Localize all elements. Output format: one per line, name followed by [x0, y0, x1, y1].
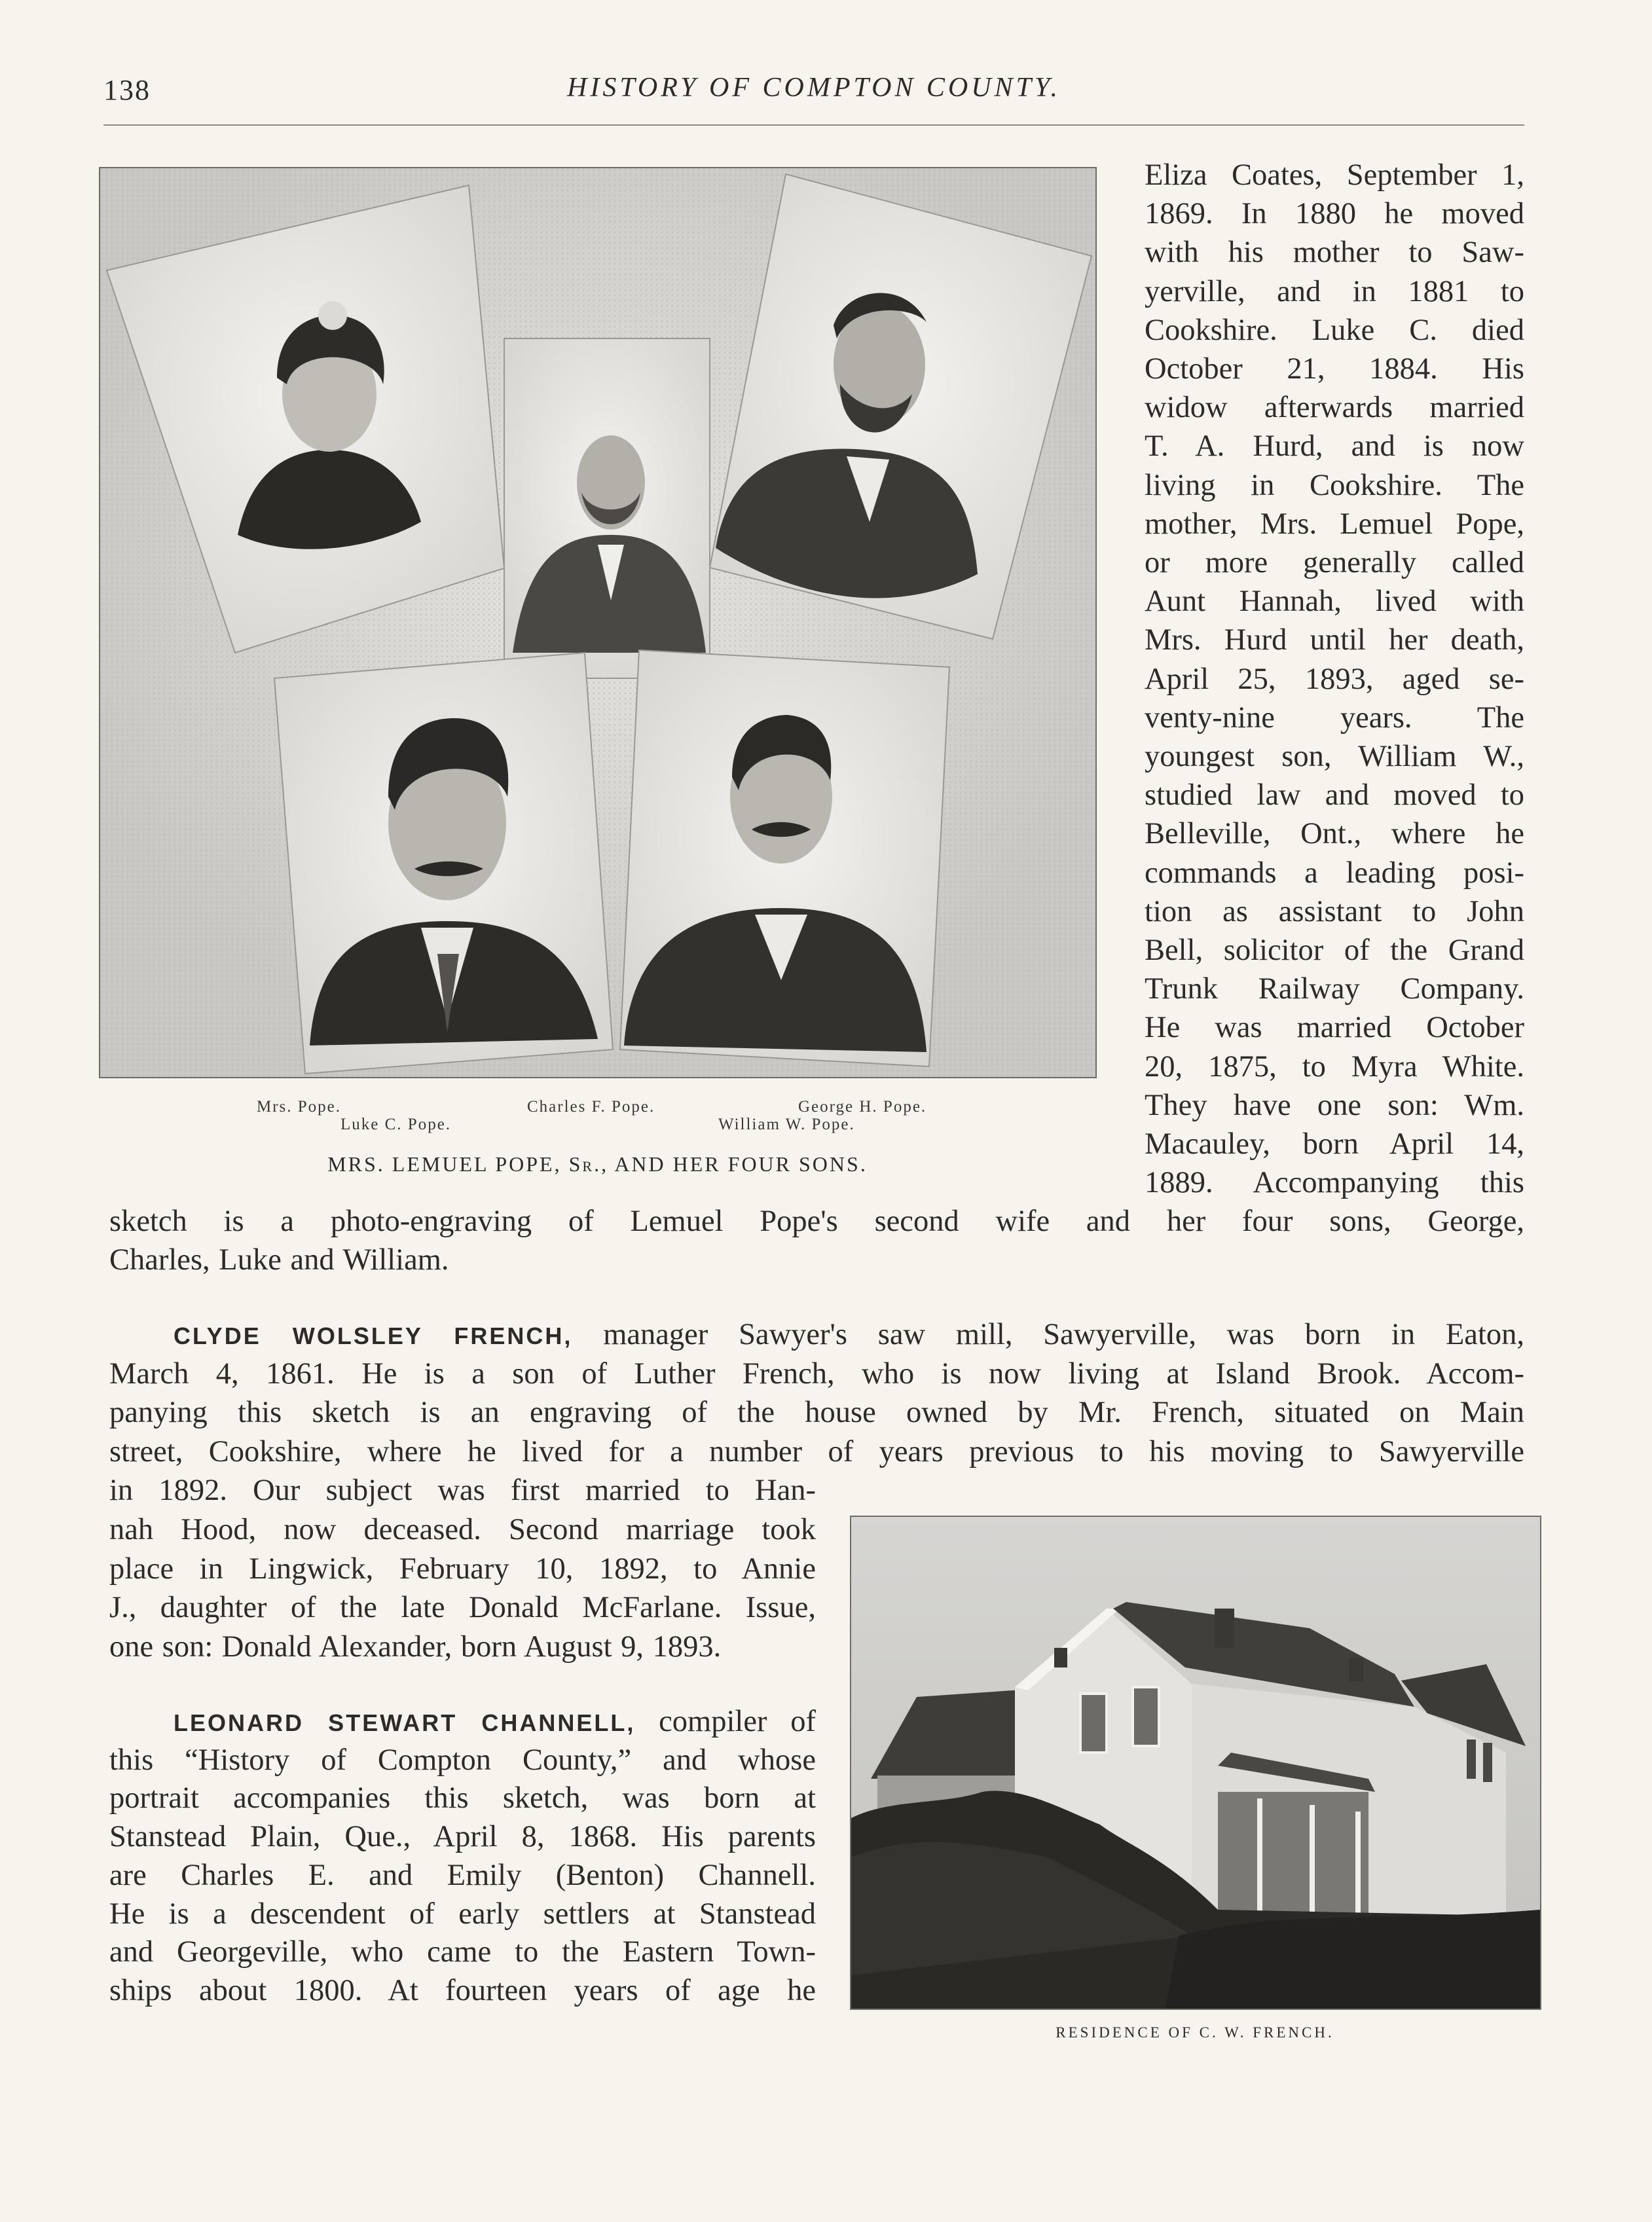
- house-photo-graphic: [851, 1517, 1540, 2009]
- caption-sr: Sr.: [568, 1152, 602, 1176]
- house-caption: RESIDENCE OF C. W. FRENCH.: [1055, 2024, 1334, 2041]
- text-line: 20, 1875, to Myra White.: [1145, 1049, 1524, 1084]
- portrait-photo-graphic: [100, 168, 1095, 1077]
- text-line: Bell, solicitor of the Grand: [1145, 934, 1524, 967]
- text-line: street, Cookshire, where he lived for a number of years previous to his moving to Sawyerville: [109, 1434, 1524, 1468]
- text-line: J., daughter of the late Donald McFarlane. Issue,: [109, 1591, 816, 1625]
- house-photo: [850, 1516, 1541, 2010]
- portrait-william: [620, 650, 949, 1066]
- label-mrs-pope: Mrs. Pope.: [257, 1098, 342, 1116]
- line-text: compiler of: [635, 1705, 816, 1738]
- portrait-caption: [98, 1152, 1097, 1176]
- text-line: commands a leading posi-: [1145, 856, 1524, 890]
- text-line: Mrs. Hurd until her death,: [1145, 623, 1524, 657]
- label-charles-pope: Charles F. Pope.: [527, 1098, 655, 1116]
- text-line: place in Lingwick, February 10, 1892, to Annie: [109, 1552, 816, 1586]
- text-line: ships about 1800. At fourteen years of age he: [109, 1973, 816, 2007]
- text-line: Belleville, Ont., where he: [1145, 817, 1524, 851]
- text-line: Stanstead Plain, Que., April 8, 1868. His parents: [109, 1820, 816, 1854]
- text-line: October 21, 1884. His: [1145, 352, 1524, 386]
- text-line: tion as assistant to John: [1145, 894, 1524, 928]
- paragraph-first-line: [174, 1315, 1524, 1354]
- text-line: living in Cookshire. The: [1145, 468, 1524, 502]
- text-line: yerville, and in 1881 to: [1145, 274, 1524, 308]
- text-line: April 25, 1893, aged se-: [1145, 662, 1524, 696]
- text-line: are Charles E. and Emily (Benton) Channell.: [109, 1858, 816, 1892]
- label-george-pope: George H. Pope.: [798, 1098, 927, 1116]
- entry-name: LEONARD STEWART CHANNELL,: [174, 1709, 636, 1736]
- text-line: Aunt Hannah, lived with: [1145, 585, 1524, 619]
- text-line: nah Hood, now deceased. Second marriage took: [109, 1513, 816, 1546]
- text-line: widow afterwards married: [1145, 391, 1524, 425]
- caption-part: , AND HER FOUR SONS.: [601, 1152, 868, 1176]
- portrait-photo: [99, 167, 1097, 1078]
- label-luke-pope: Luke C. Pope.: [340, 1116, 452, 1133]
- text-line: Trunk Railway Company.: [1145, 972, 1524, 1006]
- text-line: 1889. Accompanying this: [1145, 1166, 1524, 1200]
- text-line: He was married October: [1145, 1011, 1524, 1045]
- line-text: manager Sawyer's saw mill, Sawyerville, was born in Eaton,: [572, 1318, 1524, 1351]
- text-line: They have one son: Wm.: [1145, 1088, 1524, 1122]
- text-line: Eliza Coates, September 1,: [1145, 158, 1524, 192]
- running-title: HISTORY OF COMPTON COUNTY.: [567, 73, 1061, 103]
- text-line: portrait accompanies this sketch, was born at: [109, 1781, 816, 1815]
- text-line: mother, Mrs. Lemuel Pope,: [1145, 507, 1524, 541]
- label-william-pope: William W. Pope.: [718, 1116, 855, 1133]
- text-line: in 1892. Our subject was first married to Han-: [109, 1474, 816, 1508]
- text-line: Cookshire. Luke C. died: [1145, 313, 1524, 347]
- portrait-luke: [274, 653, 613, 1074]
- portrait-charles: [504, 338, 710, 678]
- text-line: He is a descendent of early settlers at Stanstead: [109, 1897, 816, 1931]
- text-line: and Georgeville, who came to the Eastern Town-: [109, 1935, 816, 1969]
- text-line: panying this sketch is an engraving of the house owned by Mr. French, situated on Main: [109, 1396, 1524, 1430]
- text-line: youngest son, William W.,: [1145, 740, 1524, 773]
- text-line: this “History of Compton County,” and whose: [109, 1743, 816, 1777]
- text-line: one son: Donald Alexander, born August 9, 1893.: [109, 1630, 722, 1664]
- paragraph-first-line: [174, 1702, 816, 1741]
- text-line: T. A. Hurd, and is now: [1145, 429, 1524, 464]
- text-line: Macauley, born April 14,: [1145, 1127, 1524, 1161]
- header-rule: [103, 124, 1524, 126]
- text-line: or more generally called: [1145, 546, 1524, 579]
- page-number: 138: [103, 74, 151, 106]
- text-line: Charles, Luke and William.: [109, 1243, 449, 1277]
- text-line: venty-nine years. The: [1145, 701, 1524, 735]
- text-line: studied law and moved to: [1145, 778, 1524, 812]
- caption-part: MRS. LEMUEL POPE,: [327, 1152, 569, 1176]
- entry-name: CLYDE WOLSLEY FRENCH,: [174, 1322, 573, 1349]
- text-line: March 4, 1861. He is a son of Luther French, who is now living at Island Brook. Accom-: [109, 1357, 1524, 1391]
- text-line: sketch is a photo-engraving of Lemuel Pope's second wife and her four sons, George,: [109, 1205, 1524, 1238]
- text-line: 1869. In 1880 he moved: [1145, 197, 1524, 231]
- text-line: with his mother to Saw-: [1145, 236, 1524, 270]
